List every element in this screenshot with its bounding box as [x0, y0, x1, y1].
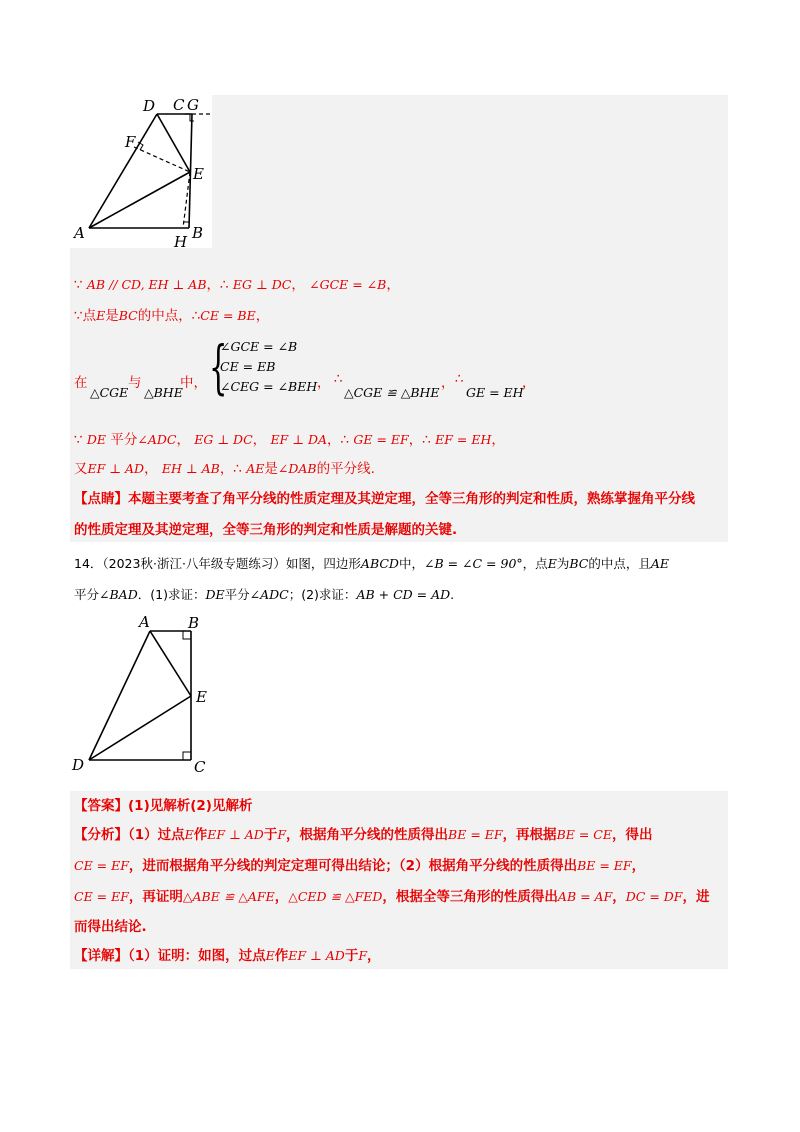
fig1-label-A: A [74, 224, 85, 242]
solution-panel-bottom [70, 791, 728, 969]
figure-quadrilateral-2 [70, 612, 220, 782]
fig1-label-G: G [187, 96, 199, 114]
analysis-line-1: 【分析】（1）过点E作EF ⊥ AD于F，根据角平分线的性质得出BE = EF，再根据BE = CE，得出 [74, 827, 653, 843]
problem-14-line-1: 14．（2023秋·浙江·八年级专题练习）如图，四边形ABCD中，∠B = ∠C = 90°，点E为BC的中点，且AE [74, 556, 669, 571]
brace-icon: { [209, 333, 228, 401]
fig2-label-C: C [194, 758, 206, 776]
analysis-line-2: CE = EF，进而根据角平分线的判定定理可得出结论；（2）根据角平分线的性质得出BE = EF， [74, 858, 646, 874]
solution-line-5: 又EF ⊥ AD， EH ⊥ AB，∴ AE是∠DAB的平分线. [74, 461, 375, 477]
fig2-label-B: B [188, 614, 200, 632]
system-row-2: CE = EB [220, 359, 276, 374]
dianjing-tag: 【点睛】 [74, 491, 128, 507]
system-row-1: ∠GCE = ∠B [220, 339, 298, 354]
answer-tag: 【答案】 [74, 798, 128, 814]
solution-line-3-congruence: △CGE ≌ △BHE [344, 385, 440, 400]
fig2-label-A: A [139, 613, 150, 631]
fig1-label-C: C [173, 96, 185, 114]
solution-line-3-comma3: ， [522, 375, 536, 391]
analysis-line-4: 而得出结论. [74, 919, 147, 935]
detail-tag: 【详解】 [74, 948, 128, 964]
solution-line-3-comma1: ， [317, 375, 331, 391]
solution-line-3-comma2: ， [441, 375, 455, 391]
solution-line-3-zhong: 中， [180, 375, 207, 391]
analysis-line-3: CE = EF，再证明△ABE ≌ △AFE，△CED ≌ △FED，根据全等三角形的性质得出AB = AF，DC = DF，进 [74, 889, 710, 905]
fig1-label-B: B [192, 224, 204, 242]
answer-line: 【答案】(1)见解析(2)见解析 [74, 798, 253, 814]
solution-line-3-so2: ∴ [455, 371, 464, 387]
fig1-label-D: D [143, 97, 156, 115]
fig2-label-D: D [72, 756, 85, 774]
solution-line-3-so1: ∴ [334, 371, 343, 387]
problem-number: 14． [74, 556, 103, 571]
solution-line-3-yu: 与 [128, 375, 142, 391]
fig2-label-E: E [196, 688, 207, 706]
fig1-label-F: F [125, 133, 136, 151]
figure-2-svg [70, 612, 220, 782]
solution-line-2: ∵点E是BC的中点，∴CE = BE， [74, 308, 270, 324]
solution-line-3-zai: 在 [74, 375, 88, 391]
analysis-tag: 【分析】 [74, 827, 128, 843]
figure-1-svg [70, 95, 212, 248]
figure-quadrilateral-1 [70, 95, 212, 248]
solution-line-3-tri2: △BHE [144, 385, 183, 400]
solution-line-3-tri1: △CGE [90, 385, 129, 400]
solution-line-3-ge: GE = EH [466, 385, 524, 400]
problem-14-line-2: 平分∠BAD．(1)求证：DE平分∠ADC；(2)求证：AB + CD = AD. [74, 587, 455, 602]
dianjing-line-2: 的性质定理及其逆定理，全等三角形的判定和性质是解题的关键. [74, 522, 458, 538]
dianjing-line-1: 【点睛】本题主要考查了角平分线的性质定理及其逆定理，全等三角形的判定和性质，熟练掌握角平分线 [74, 491, 695, 507]
detail-line-1: 【详解】（1）证明：如图，过点E作EF ⊥ AD于F， [74, 948, 381, 964]
solution-line-1: ∵ AB // CD, EH ⊥ AB，∴ EG ⊥ DC， ∠GCE = ∠B， [74, 277, 400, 293]
fig1-label-H: H [174, 233, 188, 248]
system-row-3: ∠CEG = ∠BEH [220, 379, 318, 394]
fig1-label-E: E [193, 165, 204, 183]
solution-line-4: ∵ DE 平分∠ADC， EG ⊥ DC， EF ⊥ DA，∴ GE = EF，∴ EF = EH， [74, 432, 505, 448]
